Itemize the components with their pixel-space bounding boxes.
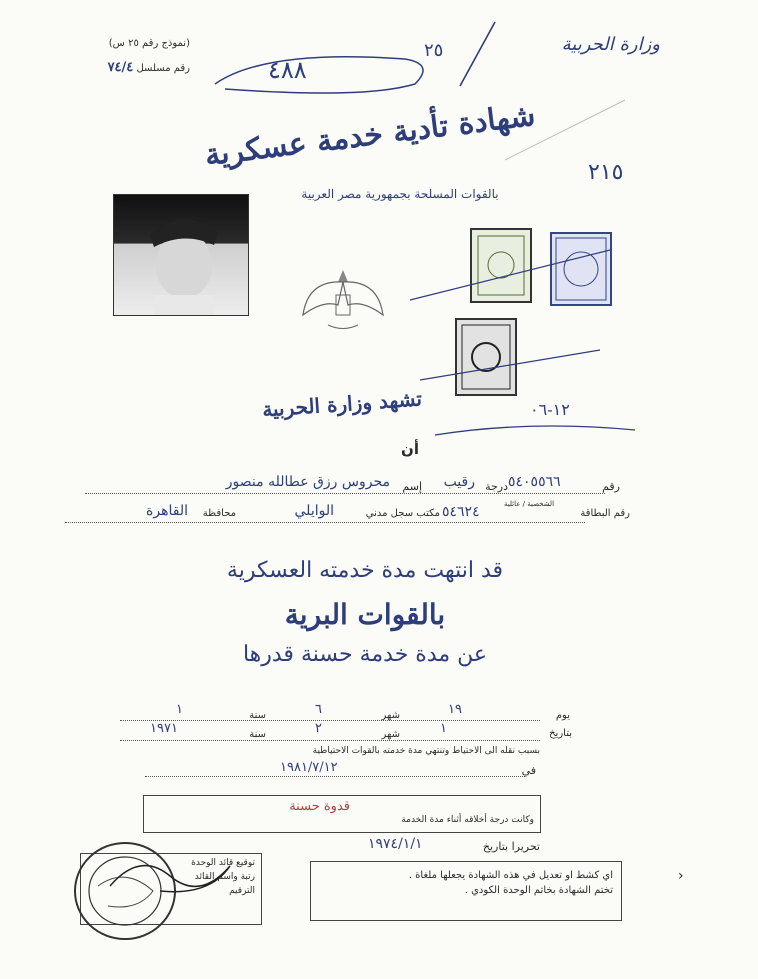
certify-that: أن (401, 440, 419, 458)
conduct-label: وكانت درجة أخلاقه أثناء مدة الخدمة (401, 815, 534, 825)
conduct-box (143, 795, 541, 833)
certificate-subtitle: بالقوات المسلحة بجمهورية مصر العربية (301, 187, 499, 201)
signature-line-3: الترقيم (229, 886, 255, 896)
diagonal-pencil-mark (500, 95, 630, 165)
date-year-label: سنة (249, 729, 266, 740)
service-date-day: ١ (440, 721, 447, 736)
handwritten-number: ٤٨٨ (268, 56, 307, 84)
soldier-rank: رقيب (443, 474, 475, 490)
service-date-year: ١٩٧١ (150, 721, 178, 736)
issue-label: تحريرا بتاريخ (482, 840, 540, 853)
body-line-1: قد انتهت مدة خدمته العسكرية (226, 558, 504, 583)
conduct-value: قدوة حسنة (289, 799, 350, 814)
notice-box (310, 861, 622, 921)
month-label: شهر (381, 710, 400, 721)
day-label: يوم (555, 710, 570, 721)
certify-date-note: ١٢-٠٦ (530, 400, 570, 419)
soldier-name: محروس رزق عطالله منصور (225, 474, 390, 490)
soldier-photo (113, 194, 249, 316)
number-loop-mark (205, 44, 435, 99)
dotted-line (120, 740, 540, 741)
service-date-month: ٢ (315, 721, 322, 736)
office-label: مكتب سجل مدني (365, 508, 440, 519)
id-type-label: الشخصية / عائلية (503, 500, 555, 508)
soldier-number: ٥٤٠٥٥٦٦ (508, 474, 561, 490)
certify-heading: تشهد وزارة الحربية (261, 386, 423, 422)
form-model: (نموذج رقم ٢٥ س) (108, 38, 190, 49)
date-month-label: شهر (381, 729, 400, 740)
rank-label: درجة (485, 480, 508, 493)
margin-note-top: ٢٥ (424, 40, 444, 61)
dotted-line (65, 522, 585, 523)
governorate-label: محافظة (202, 508, 236, 519)
end-prefix: في (521, 764, 536, 777)
serial-value: ٧٤/٤ (107, 60, 134, 75)
transfer-reason: بسبب نقله الى الاحتياط وتنتهي مدة خدمته بالقوات الاحتياطية (312, 746, 540, 756)
id-label: رقم البطاقة (580, 508, 630, 519)
ministry-name: وزارة الحربية (561, 34, 660, 55)
side-mark: › (678, 868, 684, 884)
signature-scribble (100, 846, 250, 906)
signature-line-2: رتبة واسم القائد (194, 872, 255, 882)
id-number: ٥٤٦٢٤ (442, 504, 480, 520)
portrait-icon (114, 195, 248, 315)
service-years: ١ (176, 702, 183, 717)
date-label: بتاريخ (549, 728, 572, 739)
service-months: ٦ (315, 702, 322, 717)
date-underline (430, 410, 640, 440)
issue-date: ١٩٧٤/١/١ (368, 836, 423, 852)
office-value: الوايلي (294, 503, 334, 519)
name-label: إسم (402, 480, 422, 493)
governorate-value: القاهرة (146, 503, 188, 519)
stamp-cancel-lines (400, 230, 620, 410)
notice-line-2: تختم الشهادة بخاتم الوحدة الكودي . (464, 885, 613, 896)
reserve-end-date: ١٩٨١/٧/١٢ (280, 760, 338, 775)
year-label: سنة (249, 710, 266, 721)
body-line-3: عن مدة خدمة حسنة قدرها (242, 642, 488, 667)
certificate-title: شهادة تأدية خدمة عسكرية (202, 97, 538, 174)
dotted-line (145, 776, 525, 777)
signature-line-1: توقيع قائد الوحدة (191, 858, 255, 868)
dotted-line (120, 720, 540, 721)
body-line-2: بالقوات البرية (284, 598, 446, 631)
dotted-line (85, 493, 605, 494)
service-days: ١٩ (448, 702, 462, 717)
number-label: رقم (602, 480, 620, 493)
serial-label: رقم مسلسل (136, 63, 190, 74)
serial-row (80, 60, 190, 75)
eagle-emblem-icon (298, 260, 388, 340)
margin-note-right: ٢١٥ (588, 160, 624, 185)
slash-mark (440, 20, 500, 90)
notice-line-1: اي كشط او تعديل في هذه الشهادة يجعلها ملغاة . (408, 870, 613, 881)
